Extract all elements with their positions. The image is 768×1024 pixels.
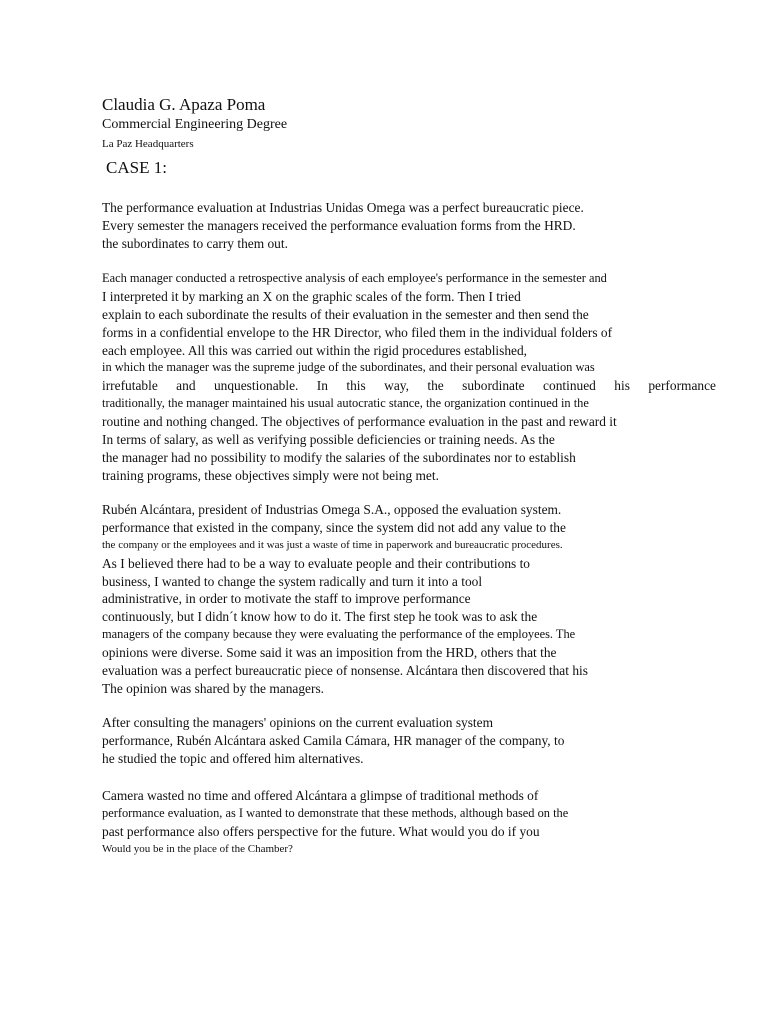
text-line: in which the manager was the supreme judge of the subordinates, and their personal evaluation was xyxy=(102,360,595,375)
text-line: continuously, but I didn´t know how to do it. The first step he took was to ask the xyxy=(102,609,538,625)
text-line: The performance evaluation at Industrias Unidas Omega was a perfect bureaucratic piece. xyxy=(102,200,584,215)
paragraph-5 xyxy=(102,787,716,859)
text-line: performance that existed in the company, since the system did not add any value to the xyxy=(102,519,566,535)
text-line: performance, Rubén Alcántara asked Camila Cámara, HR manager of the company, to xyxy=(102,732,565,748)
text-line: past performance also offers perspective for the future. What would you do if you xyxy=(102,823,540,839)
paragraph-3 xyxy=(102,501,716,698)
paragraph-1 xyxy=(102,199,716,253)
text-line: administrative, in order to motivate the staff to improve performance xyxy=(102,591,471,607)
text-line: In terms of salary, as well as verifying possible deficiencies or training needs. As the xyxy=(102,432,555,448)
author-name: Claudia G. Apaza Poma xyxy=(102,95,266,114)
text-line: Each manager conducted a retrospective analysis of each employee's performance in the semester and xyxy=(102,271,607,285)
text-line: irrefutable and unquestionable. In this way, the subordinate continued his performance xyxy=(102,378,716,394)
text-line: After consulting the managers' opinions on the current evaluation system xyxy=(102,715,494,730)
text-line: Rubén Alcántara, president of Industrias Omega S.A., opposed the evaluation system. xyxy=(102,502,562,517)
text-line: opinions were diverse. Some said it was an imposition from the HRD, others that the xyxy=(102,645,557,661)
degree-name: Commercial Engineering Degree xyxy=(102,117,288,132)
text-line: Every semester the managers received the performance evaluation forms from the HRD. xyxy=(102,217,576,233)
text-line: Would you be in the place of the Chamber? xyxy=(102,842,293,855)
paragraph-4 xyxy=(102,714,716,768)
text-line: I interpreted it by marking an X on the graphic scales of the form. Then I tried xyxy=(102,288,521,304)
text-line: As I believed there had to be a way to evaluate people and their contributions to xyxy=(102,555,530,571)
text-line: forms in a confidential envelope to the HR Director, who filed them in the individual folders of xyxy=(102,324,613,340)
headquarters-location: La Paz Headquarters xyxy=(102,138,194,150)
text-line: the subordinates to carry them out. xyxy=(102,235,288,251)
case-title: CASE 1: xyxy=(106,158,167,177)
text-line: he studied the topic and offered him alternatives. xyxy=(102,750,364,766)
text-line: the company or the employees and it was just a waste of time in paperwork and bureaucratic procedures. xyxy=(102,538,563,551)
text-line: managers of the company because they were evaluating the performance of the employees. The xyxy=(102,627,576,642)
text-line: The opinion was shared by the managers. xyxy=(102,680,324,696)
text-line: traditionally, the manager maintained his usual autocratic stance, the organization continued in the xyxy=(102,396,589,411)
text-line: training programs, these objectives simply were not being met. xyxy=(102,467,439,483)
text-line: the manager had no possibility to modify the salaries of the subordinates nor to establish xyxy=(102,449,576,465)
text-line: evaluation was a perfect bureaucratic piece of nonsense. Alcántara then discovered that his xyxy=(102,663,588,679)
text-line: business, I wanted to change the system radically and turn it into a tool xyxy=(102,573,483,589)
text-line: performance evaluation, as I wanted to demonstrate that these methods, although based on the xyxy=(102,805,569,820)
text-line: each employee. All this was carried out within the rigid procedures established, xyxy=(102,342,528,358)
text-line: Camera wasted no time and offered Alcántara a glimpse of traditional methods of xyxy=(102,788,539,803)
text-line: explain to each subordinate the results of their evaluation in the semester and then send the xyxy=(102,306,589,322)
text-line: routine and nothing changed. The objectives of performance evaluation in the past and reward it xyxy=(102,414,617,430)
paragraph-2 xyxy=(102,270,716,485)
